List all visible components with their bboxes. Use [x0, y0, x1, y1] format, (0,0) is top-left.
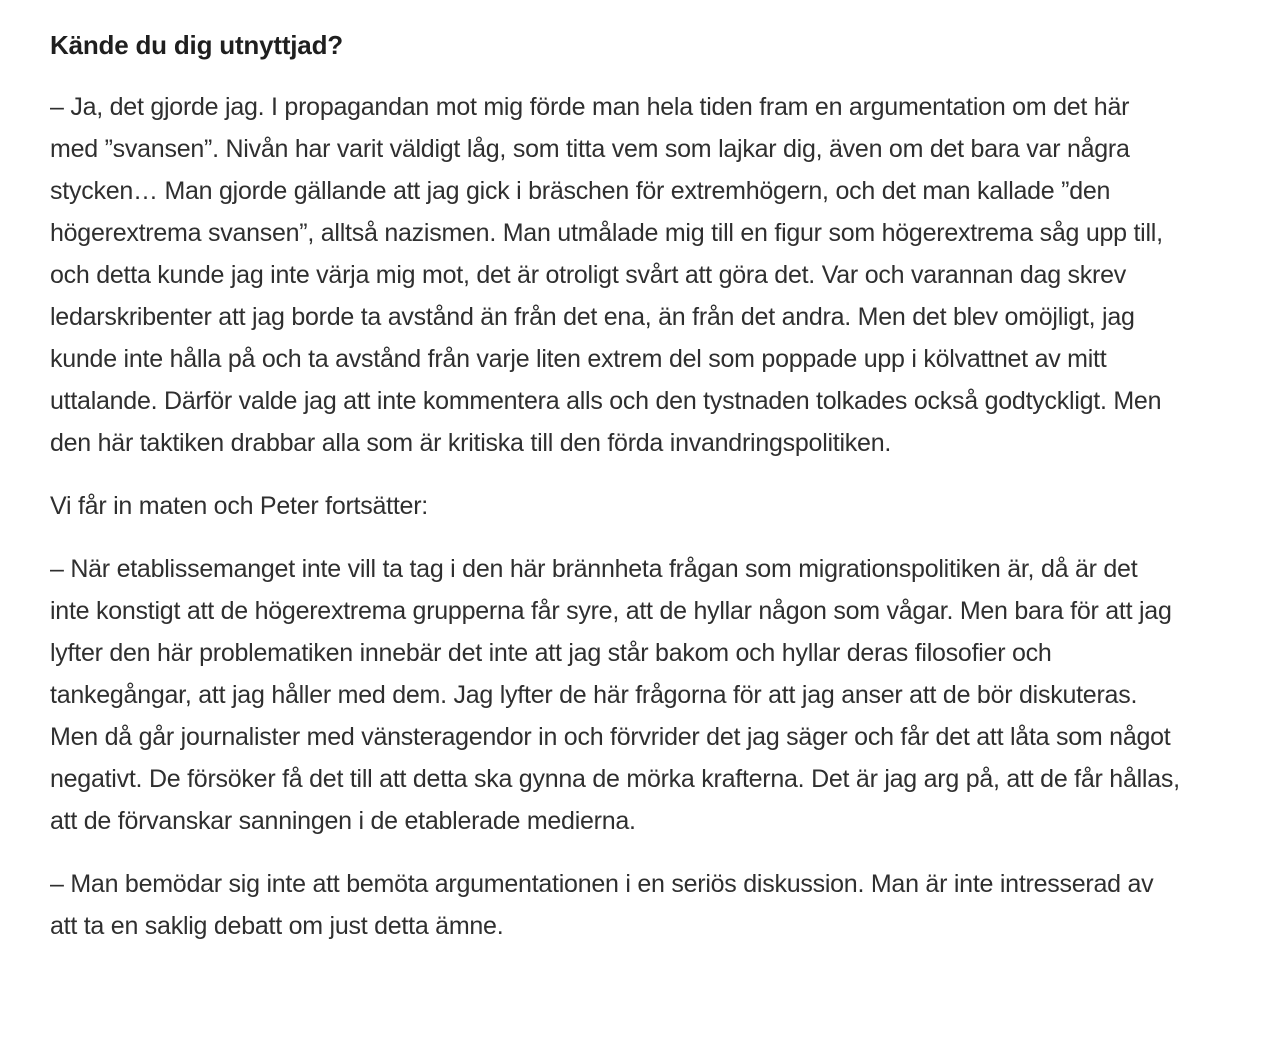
answer-paragraph-1: – Ja, det gjorde jag. I propagandan mot mig förde man hela tiden fram en argumentation om det här med ”svansen”. Nivån har varit väldigt låg, som titta vem som lajkar dig, även om det bara var några stycken… Man gjorde gällande att jag gick i bräschen för extremhögern, och det man kallade ”den högerextrema svansen”, alltså nazismen. Man utmålade mig till en figur som högerextrema såg upp till, och detta kunde jag inte värja mig mot, det är otroligt svårt att göra det. Var och varannan dag skrev ledarskribenter att jag borde ta avstånd än från det ena, än från det andra. Men det blev omöjligt, jag kunde inte hålla på och ta avstånd från varje liten extrem del som poppade upp i kölvattnet av mitt uttalande. Därför valde jag att inte kommentera alls och den tystnaden tolkades också godtyckligt. Men den här taktiken drabbar alla som är kritiska till den förda invandringspolitiken.: [50, 93, 1163, 457]
article-subheading: Kände du dig utnyttjad?: [50, 30, 343, 60]
narrative-paragraph: Vi får in maten och Peter fortsätter:: [50, 492, 428, 520]
answer-paragraph-2: – När etablissemanget inte vill ta tag i den här brännheta frågan som migrationspolitiken är, då är det inte konstigt att de högerextrema grupperna får syre, att de hyllar någon som vågar. Men bara för att jag lyfter den här problematiken innebär det inte att jag står bakom och hyllar deras filosofier och tankegångar, att jag håller med dem. Jag lyfter de här frågorna för att jag anser att de bör diskuteras. Men då går journalister med vänsteragendor in och förvrider det jag säger och får det att låta som något negativt. De försöker få det till att detta ska gynna de mörka krafterna. Det är jag arg på, att de får hållas, att de förvanskar sanningen i de etablerade medierna.: [50, 555, 1180, 835]
answer-paragraph-3: – Man bemödar sig inte att bemöta argumentationen i en seriös diskussion. Man är inte intresserad av att ta en saklig debatt om just detta ämne.: [50, 870, 1154, 940]
